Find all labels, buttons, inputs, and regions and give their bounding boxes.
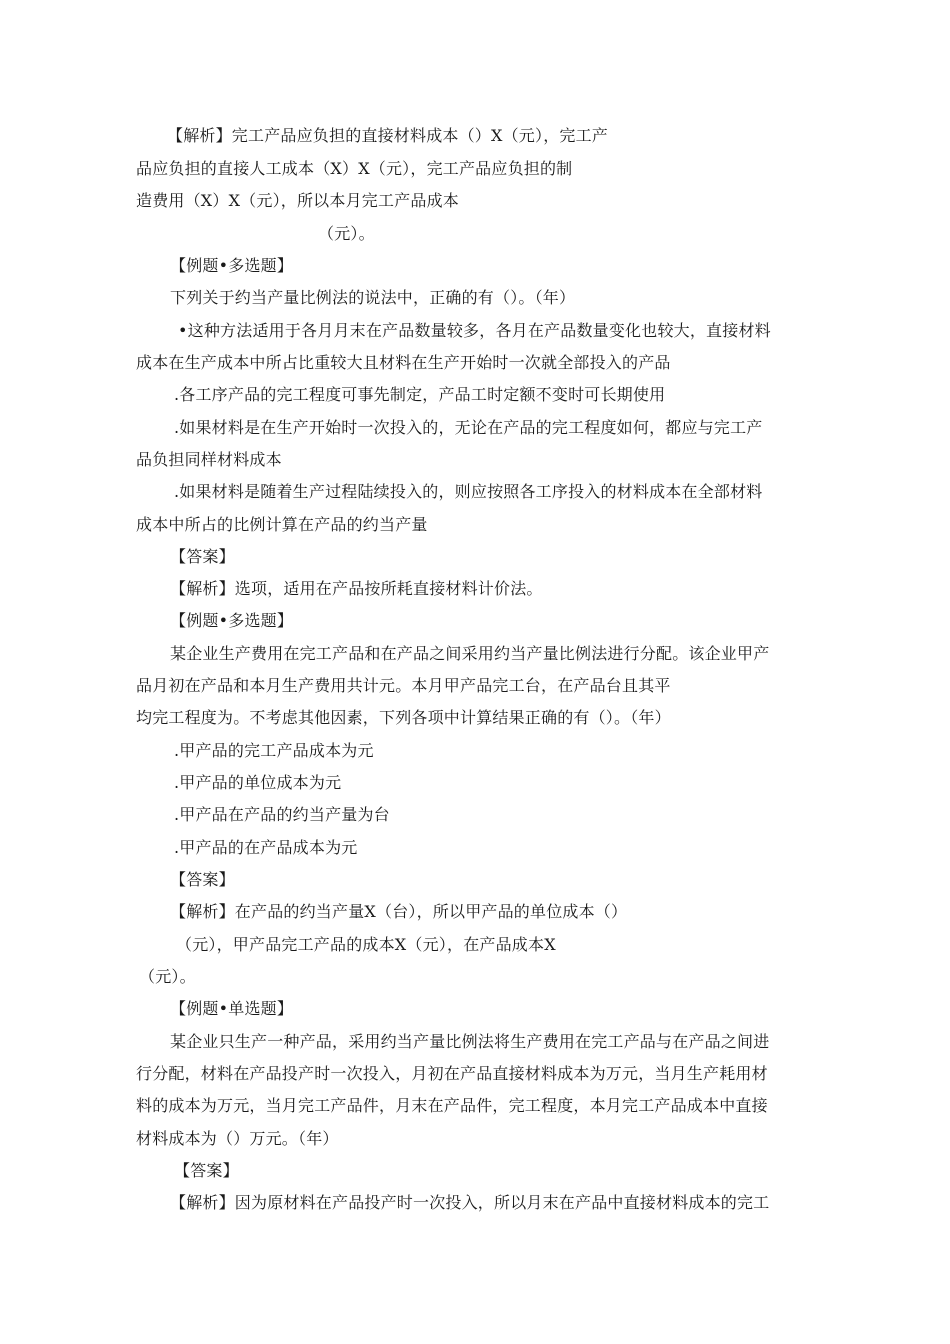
- analysis-text: 【解析】因为原材料在产品投产时一次投入，所以月末在产品中直接材料成本的完工: [170, 1193, 770, 1212]
- option-text: .甲产品的完工产品成本为元: [174, 741, 374, 760]
- analysis-text: 【解析】在产品的约当产量X（台），所以甲产品的单位成本（）: [170, 902, 628, 921]
- answer-heading: 【答案】: [170, 870, 235, 889]
- answer-heading: 【答案】: [170, 547, 235, 566]
- option-text: .甲产品的在产品成本为元: [174, 838, 358, 857]
- text-line: （元）。: [318, 224, 375, 243]
- answer-heading: 【答案】: [174, 1161, 239, 1180]
- text-line: 造费用（X）X（元），所以本月完工产品成本: [136, 191, 459, 210]
- text-line: 品应负担的直接人工成本（X）X（元），完工产品应负担的制: [136, 159, 573, 178]
- option-text: 成本在生产成本中所占比重较大且材料在生产开始时一次就全部投入的产品: [136, 353, 671, 372]
- section-heading: 【例题•多选题】: [170, 256, 294, 275]
- analysis-text: 【解析】选项，适用在产品按所耗直接材料计价法。: [170, 579, 543, 598]
- question-text: 品月初在产品和本月生产费用共计元。本月甲产品完工台，在产品台且其平: [136, 676, 671, 695]
- section-heading: 【例题•多选题】: [170, 611, 294, 630]
- question-text: 料的成本为万元，当月完工产品件，月末在产品件，完工程度，本月完工产品成本中直接: [136, 1096, 768, 1115]
- option-text: .如果材料是随着生产过程陆续投入的，则应按照各工序投入的材料成本在全部材料: [174, 482, 763, 501]
- question-text: 均完工程度为。不考虑其他因素，下列各项中计算结果正确的有（）。（年）: [136, 708, 671, 727]
- question-text: 行分配，材料在产品投产时一次投入，月初在产品直接材料成本为万元，当月生产耗用材: [136, 1064, 768, 1083]
- option-text: •这种方法适用于各月月末在产品数量较多，各月在产品数量变化也较大，直接材料: [178, 321, 771, 340]
- section-heading: 【例题•单选题】: [170, 999, 294, 1018]
- option-text: .甲产品在产品的约当产量为台: [174, 805, 390, 824]
- option-text: .甲产品的单位成本为元: [174, 773, 342, 792]
- question-text: 某企业生产费用在完工产品和在产品之间采用约当产量比例法进行分配。该企业甲产: [170, 644, 770, 663]
- option-text: .各工序产品的完工程度可事先制定，产品工时定额不变时可长期使用: [174, 385, 666, 404]
- option-text: 成本中所占的比例计算在产品的约当产量: [136, 515, 428, 534]
- analysis-text: （元）。: [139, 967, 196, 986]
- question-text: 材料成本为（）万元。（年）: [136, 1129, 339, 1148]
- option-text: .如果材料是在生产开始时一次投入的，无论在产品的完工程度如何，都应与完工产: [174, 418, 763, 437]
- question-text: 下列关于约当产量比例法的说法中，正确的有（）。（年）: [170, 288, 576, 307]
- analysis-text: （元），甲产品完工产品的成本X（元），在产品成本X: [176, 935, 556, 954]
- option-text: 品负担同样材料成本: [136, 450, 282, 469]
- question-text: 某企业只生产一种产品，采用约当产量比例法将生产费用在完工产品与在产品之间进: [170, 1032, 770, 1051]
- text-line: 【解析】完工产品应负担的直接材料成本（）X（元），完工产: [167, 126, 608, 145]
